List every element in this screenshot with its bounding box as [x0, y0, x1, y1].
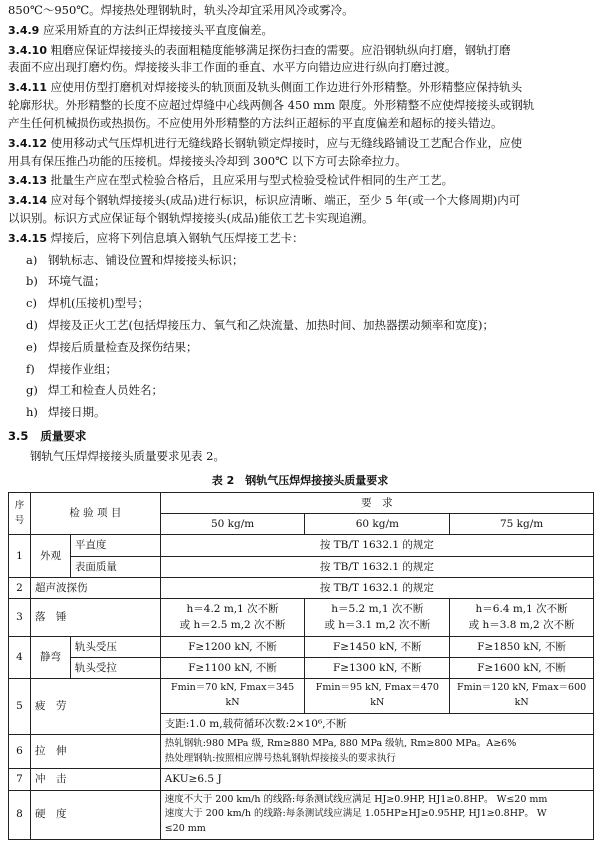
row-req-note: 支距:1.0 m,载荷循环次数:2×10⁶,不断: [160, 713, 593, 734]
row-item: 落 锤: [30, 599, 160, 637]
list-label: b): [26, 274, 38, 289]
clause-3-4-10: [8, 42, 592, 78]
list-text: 焊接后质量检查及探伤结果；: [48, 339, 198, 354]
list-label: e): [26, 339, 38, 354]
list-item: [26, 252, 592, 270]
row-req-75: [450, 599, 594, 637]
clause-number: 3.4.14: [8, 194, 47, 208]
list-item: [26, 295, 592, 313]
clause-text: 应采用矫直的方法纠正焊接接头平直度偏差。: [42, 22, 273, 37]
list-text: 焊接作业组；: [48, 361, 117, 376]
row-subitem: 平直度: [70, 535, 160, 556]
list-text: 焊接及正火工艺(包括焊接压力、氧气和乙炔流量、加热时间、加热器摆动频率和宽度)；: [48, 318, 494, 332]
intro-line: 850℃～950℃。焊接热处理钢轨时，轨头冷却宜采用风冷或雾冷。: [8, 3, 354, 17]
row-no: 3: [9, 599, 31, 637]
clause-3-4-15: [8, 230, 592, 248]
table-row: [9, 679, 594, 713]
list-label: d): [26, 318, 38, 332]
row-no: 1: [9, 535, 31, 578]
section-number: 3.5: [8, 429, 29, 444]
row-req-60: F≥1450 kN, 不断: [305, 636, 450, 657]
list-item: [26, 317, 592, 335]
document-page: [0, 2, 600, 860]
table-row: [9, 556, 594, 577]
clause-3-4-14: [8, 192, 592, 228]
clause-number: 3.4.13: [8, 174, 47, 188]
list-text: 环境气温；: [48, 274, 106, 289]
list-item: [26, 273, 592, 291]
list-text: 焊工和检查人员姓名；: [48, 383, 163, 398]
row-req: AKU≥6.5 J: [160, 769, 593, 790]
clause-number: 3.4.12: [8, 136, 47, 150]
section-heading: [8, 428, 592, 446]
clause-text: 批量生产应在型式检验合格后，且应采用与型式检验受检试件相同的生产工艺。: [50, 173, 454, 188]
list-item: [26, 339, 592, 357]
table-row: [9, 734, 594, 768]
table-header-row: [9, 492, 594, 513]
row-req-60: F≥1300 kN, 不断: [305, 657, 450, 678]
clause-number: 3.4.9: [8, 23, 40, 37]
list-item: [26, 382, 592, 400]
row-req: 按 TB/T 1632.1 的规定: [160, 577, 593, 598]
list-label: h): [26, 405, 38, 420]
header-req: 要 求: [160, 492, 593, 513]
clause-3-4-12: [8, 135, 592, 171]
row-req-75: F≥1600 kN, 不断: [450, 657, 594, 678]
row-no: 5: [9, 679, 31, 735]
row-no: 4: [9, 636, 31, 679]
clause-text: 用具有保压推凸功能的压接机。焊接接头冷却到 300℃ 以下方可去除牵拉力。: [8, 153, 407, 168]
clause-text: 应对每个钢轨焊接接头(成品)进行标识，标识应清晰、端正，至少 5 年(或一个大修周期)内可: [50, 193, 521, 208]
clause-3-4-11: [8, 79, 592, 132]
row-item: 冲 击: [30, 769, 160, 790]
list-item: [26, 404, 592, 422]
clause-text: 应使用仿型打磨机对焊接接头的轨顶面及轨头侧面工作边进行外形精整。外形精整应保持轨头: [50, 80, 523, 95]
table-row: [9, 790, 594, 839]
row-no: 2: [9, 577, 31, 598]
row-item: 超声波探伤: [30, 577, 160, 598]
row-no: 6: [9, 734, 31, 768]
row-req-50: Fmin＝70 kN, Fmax＝345 kN: [160, 679, 305, 713]
header-60: 60 kg/m: [305, 514, 450, 535]
row-item: 静弯: [30, 636, 70, 679]
table-row: [9, 769, 594, 790]
clause-3-4-13: [8, 172, 592, 190]
row-item: 拉 伸: [30, 734, 160, 768]
quality-table: [8, 492, 594, 840]
req-line: h＝5.2 m,1 次不断: [331, 603, 424, 616]
list-text: 焊接日期。: [48, 405, 106, 420]
table-row: [9, 657, 594, 678]
clause-text: 粗磨应保证焊接接头的表面粗糙度能够满足探伤扫查的需要。应沿钢轨纵向打磨，钢轨打磨: [50, 42, 511, 57]
req-line: h＝6.4 m,1 次不断: [475, 603, 568, 616]
row-req-50: F≥1200 kN, 不断: [160, 636, 305, 657]
row-req: [160, 790, 593, 839]
clause-3-4-9: [8, 22, 592, 40]
row-req-75: F≥1850 kN, 不断: [450, 636, 594, 657]
list-item: [26, 361, 592, 379]
info-list: [8, 252, 592, 423]
clause-number: 3.4.15: [8, 231, 47, 245]
req-line: 热轧钢轨:980 MPa 级, Rm≥880 MPa, 880 MPa 级轨, Rm≥800 MPa。A≥6%: [164, 737, 517, 749]
clause-number: 3.4.11: [8, 81, 47, 95]
row-no: 8: [9, 790, 31, 839]
list-text: 钢轨标志、铺设位置和焊接接头标识；: [48, 252, 244, 267]
clause-text: 以识别。标识方式应保证每个钢轨焊接接头(成品)能依工艺卡实现追溯。: [8, 210, 374, 225]
req-line: 速度不大于 200 km/h 的线路:每条测试线应满足 HJ≥0.9HP, HJ1≥0.8HP。 W≤20 mm: [164, 793, 548, 805]
list-label: g): [26, 383, 38, 398]
section-text: 钢轨气压焊焊接接头质量要求见表 2。: [30, 448, 225, 463]
clause-text: 轮廓形状。外形精整的长度不应超过焊缝中心线两侧各 450 mm 限度。外形精整不应使焊接接头或钢轨: [8, 98, 535, 113]
req-line: 或 h＝2.5 m,2 次不断: [179, 619, 286, 632]
list-label: f): [26, 361, 35, 376]
clause-text: 焊接后，应将下列信息填入钢轨气压焊接工艺卡：: [50, 230, 304, 245]
header-item: 检 验 项 目: [30, 492, 160, 535]
clause-text: 产生任何机械损伤或热损伤。不应使用外形精整的方法纠正超标的平直度偏差和超标的接头错边。: [8, 115, 503, 130]
table-row: [9, 599, 594, 637]
row-item: 疲 劳: [30, 679, 160, 735]
section-title: 质量要求: [40, 429, 87, 444]
req-line: 热处理钢轨:按照相应牌号热轧钢轨焊接接头的要求执行: [164, 752, 396, 764]
row-item: 外观: [30, 535, 70, 578]
row-req-75: Fmin＝120 kN, Fmax＝600 kN: [450, 679, 594, 713]
row-req: [160, 734, 593, 768]
header-75: 75 kg/m: [450, 514, 594, 535]
row-req-50: [160, 599, 305, 637]
row-subitem: 表面质量: [70, 556, 160, 577]
list-label: a): [26, 252, 38, 267]
req-line: 或 h＝3.8 m,2 次不断: [468, 619, 575, 632]
clause-text: 表面不应出现打磨灼伤。焊接接头非工作面的垂直、水平方向错边应进行纵向打磨过渡。: [8, 60, 457, 75]
table-caption: 表 2 钢轨气压焊焊接接头质量要求: [211, 473, 389, 487]
row-req: 按 TB/T 1632.1 的规定: [160, 556, 593, 577]
table-row: [9, 577, 594, 598]
table-row: [9, 535, 594, 556]
req-line: ≤20 mm: [164, 822, 206, 834]
header-no: 序号: [9, 492, 31, 535]
header-50: 50 kg/m: [160, 514, 305, 535]
row-req-50: F≥1100 kN, 不断: [160, 657, 305, 678]
clause-number: 3.4.10: [8, 43, 47, 57]
list-label: c): [26, 296, 37, 311]
clause-text: 使用移动式气压焊机进行无缝线路长钢轨锁定焊接时，应与无缝线路铺设工艺配合作业，应使: [50, 135, 523, 150]
req-line: 或 h＝3.1 m,2 次不断: [324, 619, 431, 632]
list-text: 焊机(压接机)型号；: [48, 296, 149, 311]
req-line: h＝4.2 m,1 次不断: [186, 603, 279, 616]
row-no: 7: [9, 769, 31, 790]
row-subitem: 轨头受压: [70, 636, 160, 657]
row-req: 按 TB/T 1632.1 的规定: [160, 535, 593, 556]
row-subitem: 轨头受拉: [70, 657, 160, 678]
row-req-60: [305, 599, 450, 637]
req-line: 速度大于 200 km/h 的线路:每条测试线应满足 1.05HP≥HJ≥0.95HP, HJ1≥0.8HP。 W: [164, 808, 547, 820]
row-item: 硬 度: [30, 790, 160, 839]
row-req-60: Fmin＝95 kN, Fmax＝470 kN: [305, 679, 450, 713]
table-row: [9, 636, 594, 657]
